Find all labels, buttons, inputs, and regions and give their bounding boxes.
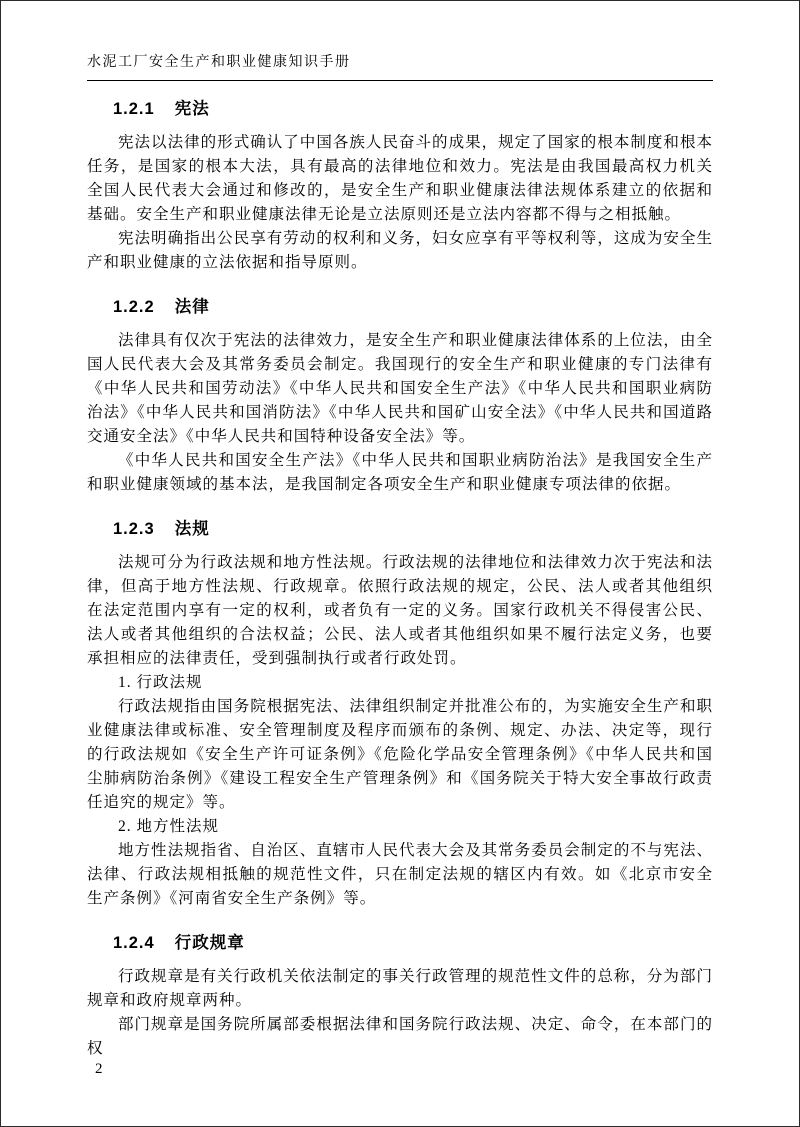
page-number: 2 (95, 1061, 103, 1077)
paragraph: 部门规章是国务院所属部委根据法律和国务院行政法规、决定、命令，在本部门的权 (87, 1016, 713, 1057)
section-heading (87, 515, 713, 539)
page-header (87, 51, 713, 81)
section-heading (87, 95, 713, 119)
paragraph: 行政法规指由国务院根据宪法、法律组织制定并批准公布的，为实施安全生产和职业健康法律或标准、安全管理制度及程序而颁布的条例、规定、办法、决定等，现行的行政法规如《安全生产许可证条例》《危险化学品安全管理条例》《中华人民共和国尘肺病防治条例》《建设工程安全生产管理条例》和《国务院关于特大安全事故行政责任追究的规定》等。 (87, 698, 713, 811)
section-number: 1.2.1 (113, 100, 155, 118)
paragraph: 行政规章是有关行政机关依法制定的事关行政管理的规范性文件的总称，分为部门规章和政府规章两种。 (87, 968, 713, 1009)
paragraph: 宪法以法律的形式确认了中国各族人民奋斗的成果，规定了国家的根本制度和根本任务，是国家的根本大法，具有最高的法律地位和效力。宪法是由我国最高权力机关全国人民代表大会通过和修改的，是安全生产和职业健康法律法规体系建立的依据和基础。安全生产和职业健康法律无论是立法原则还是立法内容都不得与之相抵触。 (87, 134, 713, 223)
header-rule (87, 80, 713, 81)
section-constitution (87, 95, 713, 275)
running-head-title: 水泥工厂安全生产和职业健康知识手册 (87, 55, 351, 70)
section-heading (87, 293, 713, 317)
paragraph: 地方性法规指省、自治区、直辖市人民代表大会及其常务委员会制定的不与宪法、法律、行政法规相抵触的规范性文件，只在制定法规的辖区内有效。如《北京市安全生产条例》《河南省安全生产条例》等。 (87, 842, 713, 907)
section-law (87, 293, 713, 497)
section-heading (87, 929, 713, 953)
section-title: 法规 (174, 520, 210, 538)
subitem-label: 1. 行政法规 (118, 674, 203, 691)
paragraph: 法规可分为行政法规和地方性法规。行政法规的法律地位和法律效力次于宪法和法律，但高于地方性法规、行政规章。依照行政法规的规定，公民、法人或者其他组织在法定范围内享有一定的权利，或者负有一定的义务。国家行政机关不得侵害公民、法人或者其他组织的合法权益；公民、法人或者其他组织如果不履行法定义务，也要承担相应的法律责任，受到强制执行或者行政处罚。 (87, 554, 713, 667)
section-number: 1.2.2 (113, 298, 155, 316)
paragraph: 《中华人民共和国安全生产法》《中华人民共和国职业病防治法》是我国安全生产和职业健康领域的基本法，是我国制定各项安全生产和职业健康专项法律的依据。 (87, 452, 713, 493)
subitem-label: 2. 地方性法规 (118, 818, 220, 835)
section-number: 1.2.3 (113, 520, 155, 538)
section-title: 行政规章 (174, 934, 245, 952)
section-title: 法律 (174, 298, 210, 316)
section-regulations (87, 515, 713, 911)
page-content (87, 95, 713, 1061)
section-title: 宪法 (174, 100, 210, 118)
section-administrative-rules (87, 929, 713, 1061)
section-number: 1.2.4 (113, 934, 155, 952)
paragraph: 宪法明确指出公民享有劳动的权利和义务，妇女应享有平等权利等，这成为安全生产和职业健康的立法依据和指导原则。 (87, 230, 713, 271)
paragraph: 法律具有仅次于宪法的法律效力，是安全生产和职业健康法律体系的上位法，由全国人民代表大会及其常务委员会制定。我国现行的安全生产和职业健康的专门法律有《中华人民共和国劳动法》《中华人民共和国安全生产法》《中华人民共和国职业病防治法》《中华人民共和国消防法》《中华人民共和国矿山安全法》《中华人民共和国道路交通安全法》《中华人民共和国特种设备安全法》等。 (87, 332, 713, 445)
